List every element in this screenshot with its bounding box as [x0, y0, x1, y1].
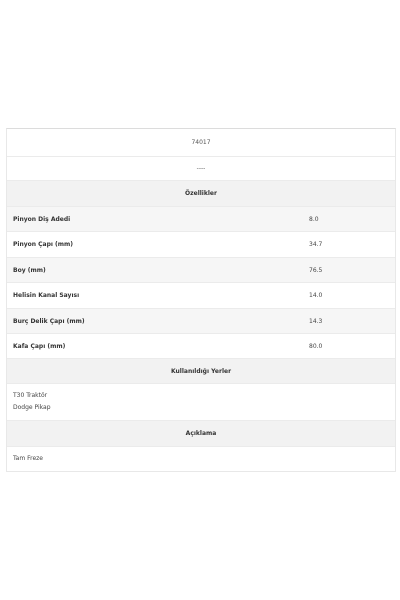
feature-row [7, 258, 395, 283]
feature-value: 14.3 [309, 318, 323, 325]
feature-label: Helisin Kanal Sayısı [13, 292, 80, 299]
separator-row [7, 157, 395, 181]
usage-item: T30 Traktör [13, 392, 48, 399]
usage-item: Dodge Pikap [13, 404, 51, 411]
feature-value: 34.7 [309, 241, 323, 248]
usage-list [7, 384, 395, 421]
description-header-label: Açıklama [185, 430, 217, 437]
product-code: 74017 [191, 139, 211, 146]
usage-header [7, 359, 395, 384]
feature-label: Pinyon Çapı (mm) [13, 241, 73, 248]
feature-row [7, 309, 395, 334]
feature-value: 14.0 [309, 292, 323, 299]
feature-label: Pinyon Diş Adedi [13, 216, 71, 223]
feature-value: 76.5 [309, 267, 323, 274]
feature-row [7, 334, 395, 359]
features-header-label: Özellikler [185, 190, 217, 197]
feature-value: 8.0 [309, 216, 319, 223]
description-header [7, 421, 395, 447]
product-code-row [7, 129, 395, 157]
features-header [7, 181, 395, 207]
product-spec-card [6, 128, 396, 472]
description-text: Tam Freze [13, 455, 43, 462]
feature-label: Burç Delik Çapı (mm) [13, 318, 85, 325]
feature-row [7, 207, 395, 232]
usage-header-label: Kullanıldığı Yerler [170, 368, 232, 375]
feature-row [7, 283, 395, 309]
feature-value: 80.0 [309, 343, 323, 350]
feature-label: Kafa Çapı (mm) [13, 343, 66, 350]
feature-row [7, 232, 395, 258]
description-row [7, 447, 395, 471]
separator-text: ---- [196, 165, 206, 172]
feature-label: Boy (mm) [13, 267, 46, 274]
